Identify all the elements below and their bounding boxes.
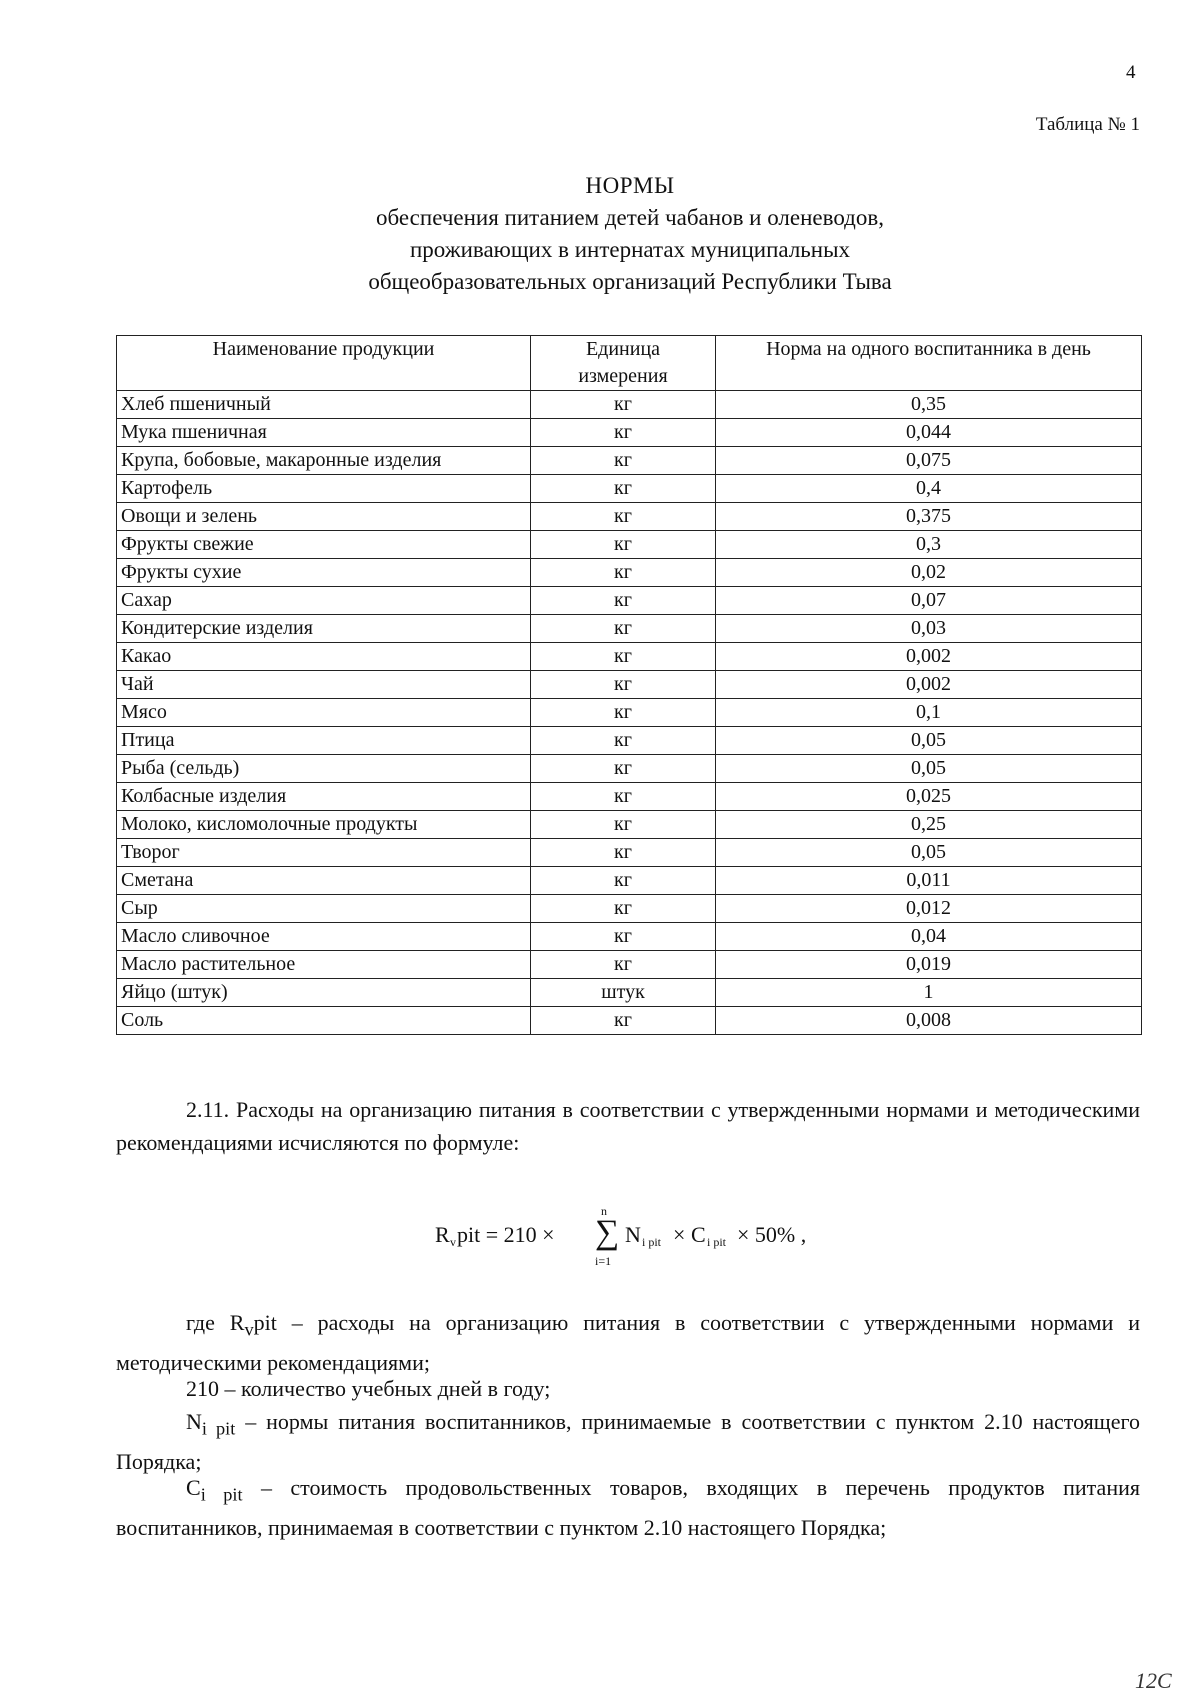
product-name-cell: Кондитерские изделия bbox=[117, 615, 531, 643]
norm-value-cell: 0,025 bbox=[716, 783, 1142, 811]
formula-r-sub: v bbox=[450, 1235, 456, 1249]
table-row bbox=[117, 615, 1142, 643]
table-row bbox=[117, 447, 1142, 475]
table-row bbox=[117, 587, 1142, 615]
definition-npit-sub: i pit bbox=[201, 1418, 236, 1439]
norm-value-cell: 0,3 bbox=[716, 531, 1142, 559]
formula-n-sub: i pit bbox=[642, 1235, 662, 1249]
table-row bbox=[117, 979, 1142, 1007]
table-row bbox=[117, 867, 1142, 895]
product-name-cell: Овощи и зелень bbox=[117, 503, 531, 531]
product-name-cell: Яйцо (штук) bbox=[117, 979, 531, 1007]
formula-c: C bbox=[691, 1222, 706, 1247]
norm-value-cell: 0,03 bbox=[716, 615, 1142, 643]
definition-cpit-sub: i pit bbox=[200, 1484, 243, 1505]
table-row bbox=[117, 699, 1142, 727]
table-row bbox=[117, 839, 1142, 867]
product-name-cell: Какао bbox=[117, 643, 531, 671]
title-line-1: обеспечения питанием детей чабанов и оленеводов, bbox=[376, 205, 884, 230]
unit-cell: кг bbox=[531, 867, 716, 895]
title-line-2: проживающих в интернатах муниципальных bbox=[409, 237, 851, 262]
table-row bbox=[117, 643, 1142, 671]
title-main: НОРМЫ bbox=[585, 173, 675, 198]
definition-cpit bbox=[116, 1471, 1140, 1544]
formula-tail: × 50% , bbox=[737, 1222, 807, 1247]
definition-npit-text: – нормы питания воспитанников, принимаемые в соответствии с пунктом 2.10 настоящего Порядка; bbox=[116, 1409, 1140, 1475]
unit-cell: кг bbox=[531, 699, 716, 727]
unit-cell: кг bbox=[531, 587, 716, 615]
unit-cell: кг bbox=[531, 811, 716, 839]
norm-value-cell: 0,25 bbox=[716, 811, 1142, 839]
definition-days: 210 – количество учебных дней в году; bbox=[186, 1376, 551, 1401]
norm-value-cell: 0,02 bbox=[716, 559, 1142, 587]
product-name-cell: Молоко, кисломолочные продукты bbox=[117, 811, 531, 839]
definition-rvpit bbox=[116, 1306, 1140, 1379]
unit-cell: кг bbox=[531, 1007, 716, 1035]
unit-cell: кг bbox=[531, 951, 716, 979]
header-unit-line-1: Единица bbox=[585, 338, 661, 360]
handwritten-signature: 12С bbox=[1135, 1668, 1172, 1693]
table-row bbox=[117, 727, 1142, 755]
product-name-cell: Картофель bbox=[117, 475, 531, 503]
norm-value-cell: 1 bbox=[716, 979, 1142, 1007]
definition-rvpit-text: pit – расходы на организацию питания в соответствии с утвержденными нормами и методическими рекомендациями; bbox=[116, 1310, 1140, 1376]
norms-table bbox=[116, 335, 1142, 1035]
title-line-3: общеобразовательных организаций Республики Тыва bbox=[368, 269, 892, 294]
header-product: Наименование продукции bbox=[117, 336, 531, 391]
table-row bbox=[117, 419, 1142, 447]
product-name-cell: Фрукты сухие bbox=[117, 559, 531, 587]
table-row bbox=[117, 783, 1142, 811]
unit-cell: кг bbox=[531, 447, 716, 475]
product-name-cell: Фрукты свежие bbox=[117, 531, 531, 559]
norm-value-cell: 0,044 bbox=[716, 419, 1142, 447]
table-row bbox=[117, 1007, 1142, 1035]
norm-value-cell: 0,04 bbox=[716, 923, 1142, 951]
product-name-cell: Колбасные изделия bbox=[117, 783, 531, 811]
definition-rvpit-prefix: где R bbox=[186, 1310, 245, 1335]
unit-cell: кг bbox=[531, 615, 716, 643]
formula-sigma-top: n bbox=[601, 1204, 607, 1218]
norm-value-cell: 0,35 bbox=[716, 391, 1142, 419]
table-row bbox=[117, 755, 1142, 783]
product-name-cell: Мясо bbox=[117, 699, 531, 727]
norm-value-cell: 0,002 bbox=[716, 643, 1142, 671]
table-row bbox=[117, 475, 1142, 503]
unit-cell: кг bbox=[531, 923, 716, 951]
unit-cell: кг bbox=[531, 755, 716, 783]
product-name-cell: Сахар bbox=[117, 587, 531, 615]
product-name-cell: Сыр bbox=[117, 895, 531, 923]
table-header-row bbox=[117, 336, 1142, 391]
product-name-cell: Мука пшеничная bbox=[117, 419, 531, 447]
norm-value-cell: 0,019 bbox=[716, 951, 1142, 979]
page-number: 4 bbox=[1126, 62, 1136, 83]
norm-value-cell: 0,1 bbox=[716, 699, 1142, 727]
formula-sigma-bottom: i=1 bbox=[595, 1254, 612, 1268]
norm-value-cell: 0,05 bbox=[716, 839, 1142, 867]
product-name-cell: Сметана bbox=[117, 867, 531, 895]
paragraph-2-11: 2.11. Расходы на организацию питания в соответствии с утвержденными нормами и методическими рекомендациями исчисляются по формуле: bbox=[116, 1097, 1140, 1155]
table-row bbox=[117, 531, 1142, 559]
norm-value-cell: 0,4 bbox=[716, 475, 1142, 503]
unit-cell: кг bbox=[531, 419, 716, 447]
table-row bbox=[117, 559, 1142, 587]
formula-sigma: ∑ bbox=[595, 1214, 620, 1251]
unit-cell: кг bbox=[531, 839, 716, 867]
definition-npit-main: N bbox=[186, 1409, 202, 1434]
formula bbox=[435, 1204, 935, 1270]
product-name-cell: Хлеб пшеничный bbox=[117, 391, 531, 419]
table-row bbox=[117, 503, 1142, 531]
norm-value-cell: 0,008 bbox=[716, 1007, 1142, 1035]
product-name-cell: Крупа, бобовые, макаронные изделия bbox=[117, 447, 531, 475]
unit-cell: штук bbox=[531, 979, 716, 1007]
header-unit bbox=[531, 336, 716, 391]
norm-value-cell: 0,07 bbox=[716, 587, 1142, 615]
formula-c-sub: i pit bbox=[707, 1235, 727, 1249]
norm-value-cell: 0,002 bbox=[716, 671, 1142, 699]
header-norm: Норма на одного воспитанника в день bbox=[716, 336, 1142, 391]
norm-value-cell: 0,05 bbox=[716, 755, 1142, 783]
product-name-cell: Творог bbox=[117, 839, 531, 867]
unit-cell: кг bbox=[531, 727, 716, 755]
definition-cpit-text: – стоимость продовольственных товаров, входящих в перечень продуктов питания воспитанников, принимаемая в соответствии с пунктом 2.10 настоящего Порядка; bbox=[116, 1475, 1140, 1541]
document-title bbox=[0, 170, 1200, 298]
formula-times: × bbox=[673, 1222, 686, 1247]
norm-value-cell: 0,375 bbox=[716, 503, 1142, 531]
unit-cell: кг bbox=[531, 503, 716, 531]
table-body bbox=[117, 391, 1142, 1035]
table-row bbox=[117, 391, 1142, 419]
formula-r: R bbox=[435, 1222, 450, 1247]
formula-lhs: pit = 210 × bbox=[457, 1222, 555, 1247]
norm-value-cell: 0,011 bbox=[716, 867, 1142, 895]
product-name-cell: Птица bbox=[117, 727, 531, 755]
table-label: Таблица № 1 bbox=[1035, 114, 1140, 135]
unit-cell: кг bbox=[531, 895, 716, 923]
norm-value-cell: 0,05 bbox=[716, 727, 1142, 755]
product-name-cell: Масло растительное bbox=[117, 951, 531, 979]
product-name-cell: Масло сливочное bbox=[117, 923, 531, 951]
product-name-cell: Соль bbox=[117, 1007, 531, 1035]
definition-cpit-main: C bbox=[186, 1475, 201, 1500]
unit-cell: кг bbox=[531, 671, 716, 699]
unit-cell: кг bbox=[531, 643, 716, 671]
unit-cell: кг bbox=[531, 559, 716, 587]
unit-cell: кг bbox=[531, 391, 716, 419]
norm-value-cell: 0,075 bbox=[716, 447, 1142, 475]
product-name-cell: Рыба (сельдь) bbox=[117, 755, 531, 783]
table-row bbox=[117, 895, 1142, 923]
definition-npit bbox=[116, 1405, 1140, 1478]
table-row bbox=[117, 923, 1142, 951]
table-row bbox=[117, 671, 1142, 699]
unit-cell: кг bbox=[531, 531, 716, 559]
header-unit-line-2: измерения bbox=[578, 365, 668, 387]
product-name-cell: Чай bbox=[117, 671, 531, 699]
norm-value-cell: 0,012 bbox=[716, 895, 1142, 923]
table-row bbox=[117, 951, 1142, 979]
unit-cell: кг bbox=[531, 475, 716, 503]
table-row bbox=[117, 811, 1142, 839]
formula-n: N bbox=[625, 1222, 641, 1247]
definition-rvpit-sub: v bbox=[244, 1319, 254, 1340]
unit-cell: кг bbox=[531, 783, 716, 811]
